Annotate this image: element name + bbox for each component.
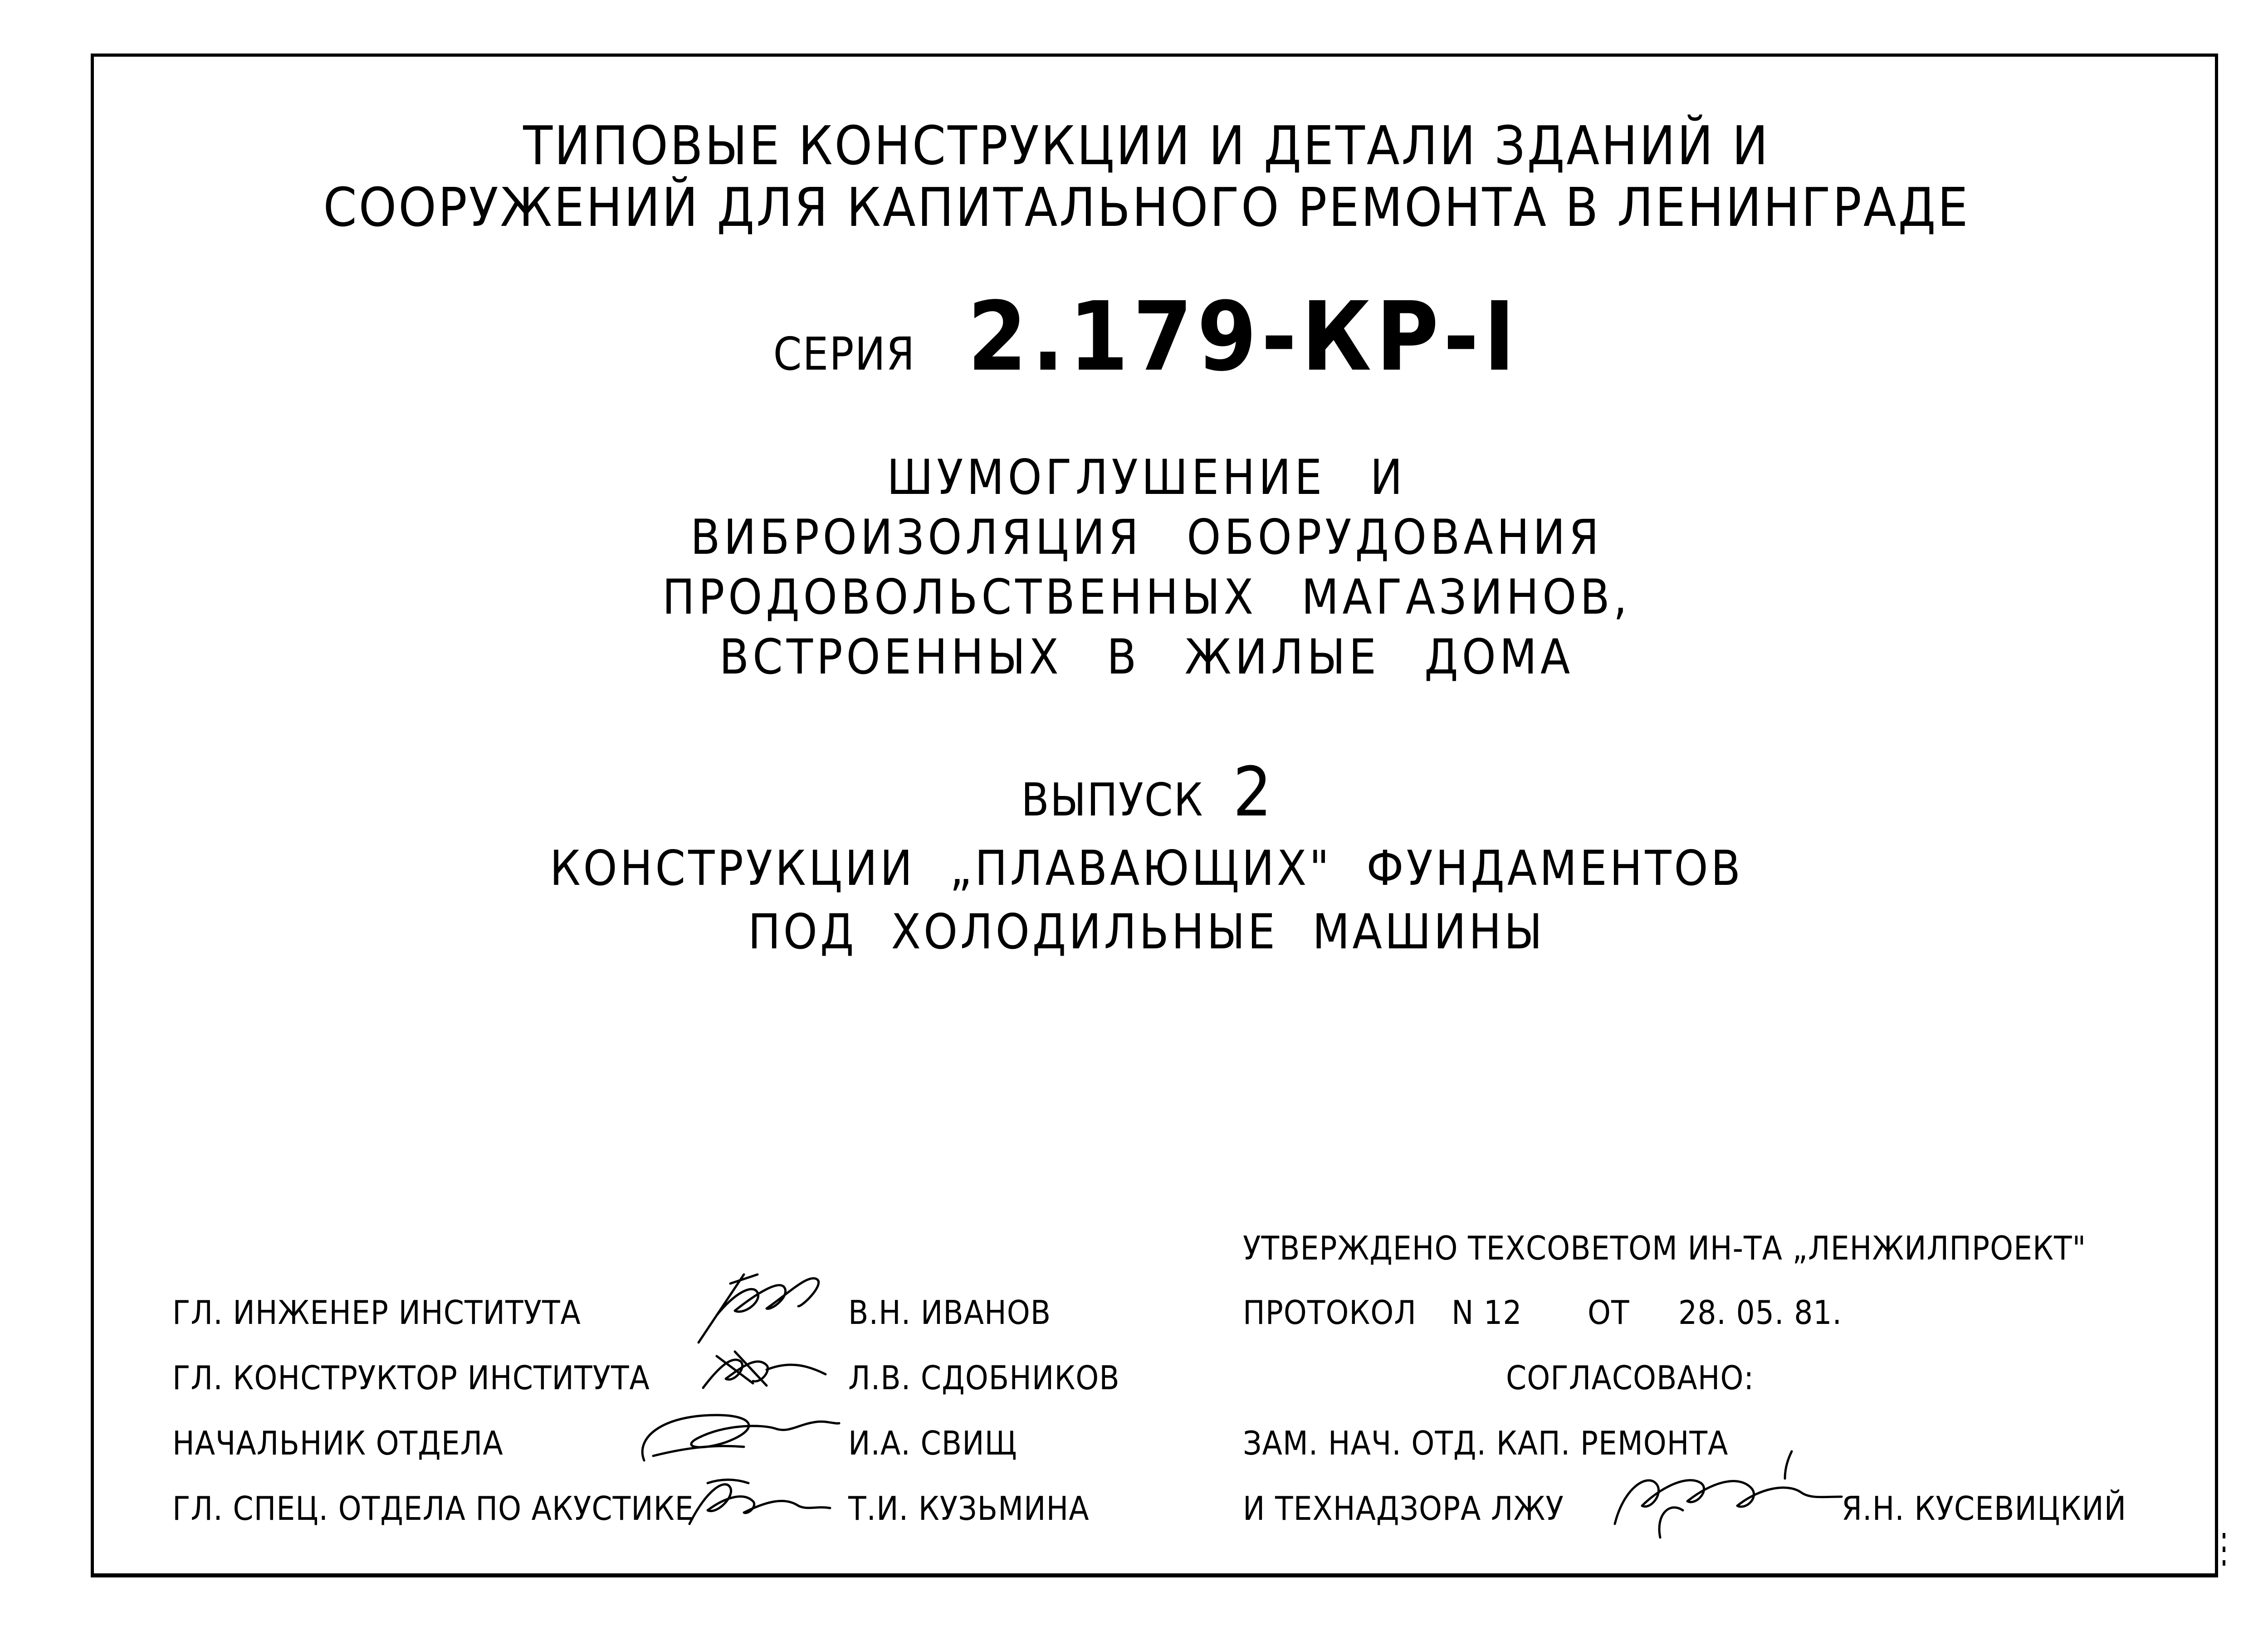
signature-sdobnikov	[689, 1342, 844, 1397]
edge-tick-2	[2223, 1547, 2225, 1552]
subject-line-2: ВИБРОИЗОЛЯЦИЯ ОБОРУДОВАНИЯ	[690, 509, 1603, 565]
issue-title-line-1: КОНСТРУКЦИИ „ПЛАВАЮЩИХ" ФУНДАМЕНТОВ	[549, 840, 1744, 896]
issue-title-line-2: ПОД ХОЛОДИЛЬНЫЕ МАШИНЫ	[748, 904, 1545, 960]
protocol-number: N 12	[1452, 1294, 1522, 1332]
edge-tick-3	[2223, 1560, 2225, 1566]
issue-label: ВЫПУСК	[1021, 773, 1204, 826]
subject-line-3: ПРОДОВОЛЬСТВЕННЫХ МАГАЗИНОВ,	[662, 569, 1631, 625]
signature-kuzmina	[680, 1469, 853, 1533]
signatory-name-2: Л.В. СДОБНИКОВ	[848, 1359, 1120, 1397]
issue-row	[0, 753, 2268, 832]
subject-line-4: ВСТРОЕННЫХ В ЖИЛЫЕ ДОМА	[719, 629, 1574, 685]
edge-tick-1	[2223, 1533, 2225, 1538]
signatory-position-2: ГЛ. КОНСТРУКТОР ИНСТИТУТА	[172, 1359, 650, 1397]
series-row	[0, 281, 2268, 392]
agreed-position-line-1: ЗАМ. НАЧ. ОТД. КАП. РЕМОНТА	[1243, 1424, 1729, 1462]
agreed-position-line-2: И ТЕХНАДЗОРА ЛЖУ	[1243, 1489, 1564, 1528]
series-code: 2.179-КР-I	[967, 281, 1520, 392]
signatory-position-1: ГЛ. ИНЖЕНЕР ИНСТИТУТА	[172, 1294, 581, 1332]
signature-kusevitsky	[1606, 1433, 1869, 1542]
signatory-position-4: ГЛ. СПЕЦ. ОТДЕЛА ПО АКУСТИКЕ	[172, 1489, 694, 1528]
issue-number: 2	[1233, 753, 1272, 832]
agreed-name: Я.Н. КУСЕВИЦКИЙ	[1842, 1489, 2127, 1528]
signatory-name-3: И.А. СВИЩ	[848, 1424, 1017, 1462]
approved-by-line: УТВЕРЖДЕНО ТЕХСОВЕТОМ ИН-ТА „ЛЕНЖИЛПРОЕКТ"	[1243, 1229, 2087, 1267]
signatory-name-4: Т.И. КУЗЬМИНА	[848, 1489, 1090, 1528]
protocol-date-label: ОТ	[1588, 1294, 1630, 1332]
protocol-label: ПРОТОКОЛ	[1243, 1294, 1417, 1332]
signatory-name-1: В.Н. ИВАНОВ	[848, 1294, 1051, 1332]
signature-ivanov	[689, 1265, 844, 1347]
title-line-1: ТИПОВЫЕ КОНСТРУКЦИИ И ДЕТАЛИ ЗДАНИЙ И	[523, 114, 1770, 177]
agreed-label: СОГЛАСОВАНО:	[1506, 1359, 1755, 1397]
subject-line-1: ШУМОГЛУШЕНИЕ И	[887, 449, 1406, 505]
title-line-2: СООРУЖЕНИЙ ДЛЯ КАПИТАЛЬНОГО РЕМОНТА В ЛЕНИНГРАДЕ	[323, 176, 1970, 239]
protocol-date: 28. 05. 81.	[1678, 1294, 1843, 1332]
signatory-position-3: НАЧАЛЬНИК ОТДЕЛА	[172, 1424, 503, 1462]
signature-svishch	[626, 1401, 844, 1469]
series-label: СЕРИЯ	[773, 327, 916, 381]
